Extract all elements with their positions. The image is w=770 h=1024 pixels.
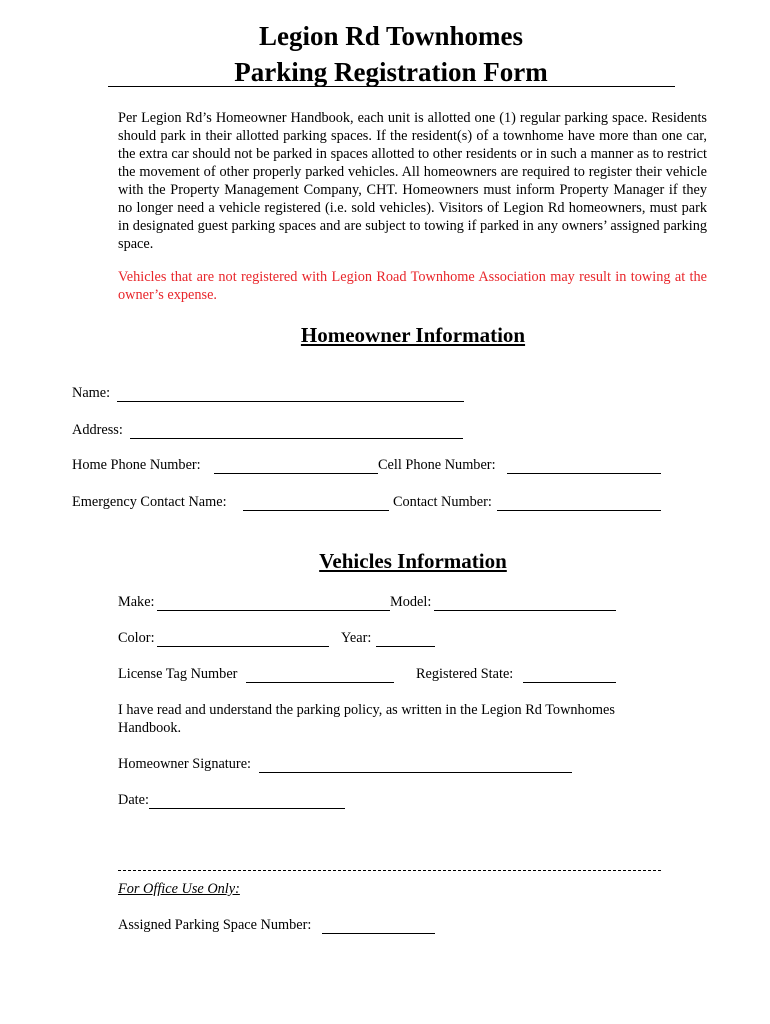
date-label: Date: — [118, 792, 149, 808]
registered-state-field[interactable] — [523, 682, 616, 683]
date-field[interactable] — [149, 808, 345, 809]
registered-state-label: Registered State: — [416, 666, 514, 682]
address-label: Address: — [72, 422, 123, 438]
form-title-line1: Legion Rd Townhomes — [258, 21, 524, 51]
contact-number-label: Contact Number: — [393, 494, 492, 510]
name-label: Name: — [72, 385, 111, 401]
cell-phone-field[interactable] — [507, 473, 661, 474]
signature-field[interactable] — [259, 772, 572, 773]
emergency-contact-field[interactable] — [243, 510, 389, 511]
model-label: Model: — [390, 594, 432, 610]
signature-label: Homeowner Signature: — [118, 756, 252, 772]
homeowner-section-heading: Homeowner Information — [300, 323, 526, 347]
form-title-line2: Parking Registration Form — [234, 57, 548, 87]
office-use-label: For Office Use Only: — [118, 881, 240, 897]
contact-number-field[interactable] — [497, 510, 661, 511]
name-field[interactable] — [117, 401, 464, 402]
color-field[interactable] — [157, 646, 329, 647]
home-phone-field[interactable] — [214, 473, 378, 474]
make-field[interactable] — [157, 610, 390, 611]
model-field[interactable] — [434, 610, 616, 611]
address-field[interactable] — [130, 438, 463, 439]
vehicles-section-heading: Vehicles Information — [319, 549, 507, 573]
home-phone-label: Home Phone Number: — [72, 457, 201, 473]
office-divider — [118, 870, 661, 871]
license-tag-field[interactable] — [246, 682, 394, 683]
license-tag-label: License Tag Number — [118, 666, 238, 682]
year-label: Year: — [341, 630, 372, 646]
cell-phone-label: Cell Phone Number: — [378, 457, 496, 473]
make-label: Make: — [118, 594, 155, 610]
assigned-space-label: Assigned Parking Space Number: — [118, 917, 312, 933]
intro-paragraph: Per Legion Rd’s Homeowner Handbook, each unit is allotted one (1) regular parking space. Residents should park in their allotted parking spaces. If the resident(s) of a townhome have more than one car, the extra car should not be parked in spaces allotted to other residents or in such a manner as to restrict the movement of other properly parked vehicles. All homeowners are required to register their vehicle with the Property Management Company, CHT. Homeowners must inform Property Manager if they no longer need a vehicle registered (i.e. sold vehicles). Visitors of Legion Rd homeowners, must park in designated guest parking spaces and are subject to towing if parked in any owners’ assigned parking space. — [118, 110, 707, 252]
color-label: Color: — [118, 630, 155, 646]
assigned-space-field[interactable] — [322, 933, 435, 934]
year-field[interactable] — [376, 646, 435, 647]
towing-warning: Vehicles that are not registered with Legion Road Townhome Association may result in towing at the owner’s expense. — [118, 269, 707, 303]
title-underline — [108, 86, 675, 87]
policy-acknowledgement: I have read and understand the parking policy, as written in the Legion Rd Townhomes Handbook. — [118, 702, 615, 736]
emergency-contact-label: Emergency Contact Name: — [72, 494, 227, 510]
